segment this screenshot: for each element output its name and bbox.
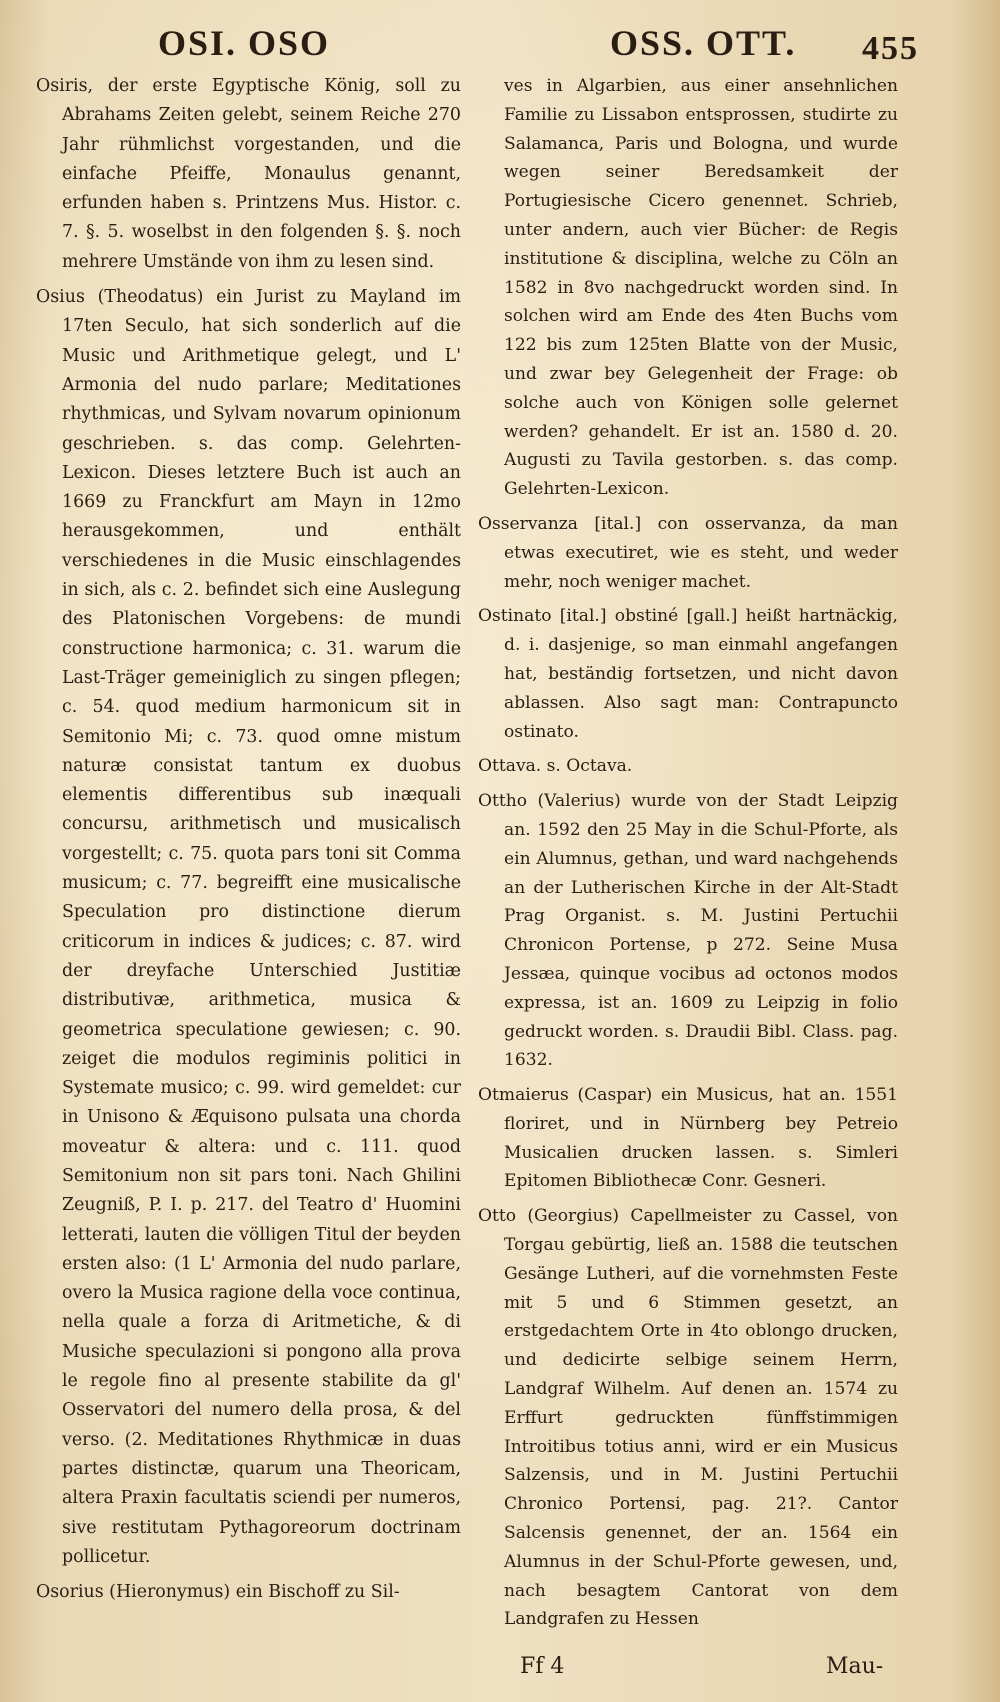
page-number: 455	[862, 30, 919, 67]
entry-osorius: Osorius (Hieronymus) ein Bischoff zu Sil-	[36, 1582, 400, 1603]
catchword: Mau-	[826, 1654, 884, 1679]
entry-osservanza: Osservanza [ital.] con osservanza, da man etwas executiret, wie es steht, und weder mehr, noch weniger machet.	[478, 513, 898, 592]
page-footer	[0, 1654, 1000, 1684]
entry-osius: Osius (Theodatus) ein Jurist zu Mayland im 17ten Seculo, hat sich sonderlich auf die Music und Arithmetique gelegt, und L' Armonia del nudo parlare; Meditationes rhythmicas, und Sylvam novarum opinionum geschrieben. s. das comp. Gelehrten-Lexicon. Dieses letztere Buch ist auch an 1669 zu Franckfurt am Mayn in 12mo herausgekommen, und enthält verschiedenes in die Music einschlagendes in sich, als c. 2. befindet sich eine Auslegung des Platonischen Vorgebens: de mundi constructione harmonica; c. 31. warum die Last-Träger gemeiniglich zu singen pflegen; c. 54. quod medium harmonicum sit in Semitonio Mi; c. 73. quod omne mistum naturæ consistat tantum ex duobus elementis differentibus sub inæquali concursu, arithmetisch und musicalisch vorgestellt; c. 75. quota pars toni sit Comma musicum; c. 77. begreifft eine musicalische Speculation pro distinctione dierum criticorum in indices & judices; c. 87. wird der dreyfache Unterschied Justitiæ distributivæ, arithmetica, musica & geometrica speculatione gewiesen; c. 90. zeiget die modulos regiminis politici in Systemate musico; c. 99. wird gemeldet: cur in Unisono & Æquisono pulsata una chorda moveatur & altera: und c. 111. quod Semitonium non sit pars toni. Nach Ghilini Zeugniß, P. I. p. 217. del Teatro d' Huomini letterati, lauten die völligen Titul der beyden ersten also: (1 L' Armonia del nudo parlare, overo la Musica ragione della voce continua, nella quale a forza di Aritmetiche, & di Musiche speculazioni si pongono alla prova le regole fino al presente stabilite da gl' Osservatori del numero della prosa, & del verso. (2. Meditationes Rhythmicæ in duas partes distinctæ, quarum una Theoricam, altera Praxin facultatis sciendi per numeros, sive restitutam Pythagoreorum doctrinam pollicetur.	[36, 287, 461, 1567]
left-column	[36, 72, 461, 1613]
entry-osiris: Osiris, der erste Egyptische König, soll zu Abrahams Zeiten gelebt, seinem Reiche 270 Jahr rühmlichst vorgestanden, und die einfache Pfeiffe, Monaulus genannt, erfunden haben s. Printzens Mus. Histor. c. 7. §. 5. woselbst in den folgenden §. §. noch mehrere Umstände von ihm zu lesen sind.	[36, 76, 461, 272]
entry-osorius-continued: ves in Algarbien, aus einer ansehnlichen Familie zu Lissabon entsprossen, studirte zu Salamanca, Paris und Bologna, und wurde wegen seiner Beredsamkeit der Portugiesische Cicero genennet. Schrieb, unter andern, auch vier Bücher: de Regis institutione & disciplina, welche zu Cöln an 1582 in 8vo nachgedruckt worden sind. In solchen wird am Ende des 4ten Buchs vom 122 bis zum 125ten Blatte von der Music, und zwar bey Gelegenheit der Frage: ob solche auch von Königen solle gelernet werden? gehandelt. Er ist an. 1580 d. 20. Augusti zu Tavila gestorben. s. das comp. Gelehrten-Lexicon.	[504, 76, 898, 500]
header-left: OSI. OSO	[158, 23, 331, 63]
entry-ottava: Ottava. s. Octava.	[478, 756, 633, 777]
entry-otmaierus: Otmaierus (Caspar) ein Musicus, hat an. 1551 floriret, und in Nürnberg bey Petreio Musicalien drucken lassen. s. Simleri Epitomen Bibliothecæ Conr. Gesneri.	[478, 1085, 898, 1192]
running-header	[0, 18, 1000, 68]
signature-mark: Ff 4	[520, 1654, 565, 1679]
entry-ottho: Ottho (Valerius) wurde von der Stadt Leipzig an. 1592 den 25 May in die Schul-Pforte, als ein Alumnus, gethan, und ward nachgehends an der Lutherischen Kirche in der Alt-Stadt Prag Organist. s. M. Justini Pertuchii Chronicon Portense, p 272. Seine Musa Jessæa, quinque vocibus ad octonos modos expressa, ist an. 1609 zu Leipzig in folio gedruckt worden. s. Draudii Bibl. Class. pag. 1632.	[478, 791, 898, 1071]
right-column	[478, 72, 898, 1640]
entry-otto: Otto (Georgius) Capellmeister zu Cassel, von Torgau gebürtig, ließ an. 1588 die teutschen Gesänge Lutheri, auf die vornehmsten Feste mit 5 und 6 Stimmen gesetzt, an erstgedachtem Orte in 4to oblongo drucken, und dedicirte selbige seinem Herrn, Landgraf Wilhelm. Auf denen an. 1574 zu Erffurt gedruckten fünffstimmigen Introitibus totius anni, wird er ein Musicus Salzensis, und in M. Justini Pertuchii Chronico Portensi, pag. 21?. Cantor Salcensis genennet, der an. 1564 ein Alumnus in der Schul-Pforte gewesen, und, nach besagtem Cantorat von dem Landgrafen zu Hessen	[478, 1206, 898, 1630]
header-right: OSS. OTT.	[610, 23, 797, 63]
entry-ostinato: Ostinato [ital.] obstiné [gall.] heißt hartnäckig, d. i. dasjenige, so man einmahl angefangen hat, beständig fortsetzen, und nicht davon ablassen. Also sagt man: Contrapuncto ostinato.	[478, 606, 898, 742]
